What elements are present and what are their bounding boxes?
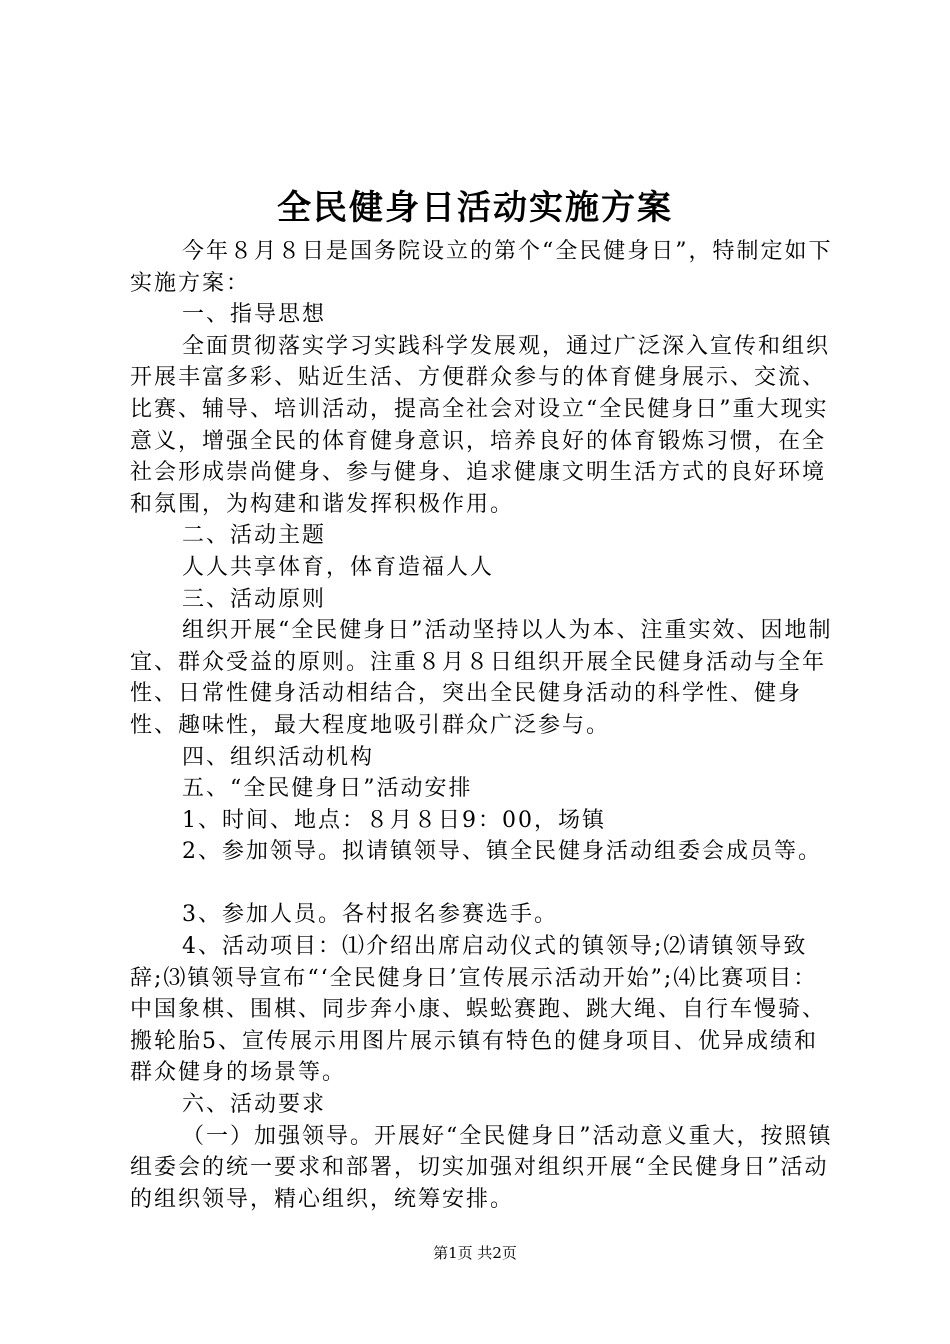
document-body	[130, 236, 835, 1215]
arrangement-item-participants: 3、参加人员。各村报名参赛选手。	[182, 902, 558, 928]
guiding-thought-paragraph: 全面贯彻落实学习实践科学发展观，通过广泛深入宣传和组织开展丰富多彩、贴近生活、方便群众参与的体育健身展示、交流、比赛、辅导、培训活动，提高全社会对设立“全民健身日”重大现实意义，增强全民的体育健身意识，培养良好的体育锻炼习惯，在全社会形成崇尚健身、参与健身、追求健康文明生活方式的良好环境和氛围，为构建和谐发挥积极作用。	[130, 333, 831, 517]
section-heading-guiding-thought: 一、指导思想	[182, 302, 327, 328]
document-title: 全民健身日活动实施方案	[277, 188, 673, 228]
arrangement-item-leaders: 2、参加领导。拟请镇领导、镇全民健身活动组委会成员等。	[182, 839, 822, 865]
section-heading-activity-principles: 三、活动原则	[182, 586, 327, 612]
activity-principles-paragraph: 组织开展“全民健身日”活动坚持以人为本、注重实效、因地制宜、群众受益的原则。注重８月８日组织开展全民健身活动与全年性、日常性健身活动相结合，突出全民健身活动的科学性、健身性、趣味性，最大程度地吸引群众广泛参与。	[130, 618, 833, 738]
section-heading-organization: 四、组织活动机构	[182, 744, 375, 770]
section-heading-requirements: 六、活动要求	[182, 1092, 327, 1118]
intro-paragraph: 今年８月８日是国务院设立的第个“全民健身日”，特制定如下实施方案：	[130, 239, 833, 296]
activity-theme-paragraph: 人人共享体育，体育造福人人	[182, 554, 495, 580]
page-footer: 第1页 共2页	[433, 1244, 517, 1262]
section-heading-arrangements: 五、“全民健身日”活动安排	[182, 776, 473, 802]
arrangement-item-events: 4、活动项目：⑴介绍出席启动仪式的镇领导;⑵请镇领导致辞;⑶镇领导宣布“‘全民健身日’宣传展示活动开始”;⑷比赛项目：中国象棋、围棋、同步奔小康、蜈蚣赛跑、跳大绳、自行车慢骑、搬轮胎5、宣传展示用图片展示镇有特色的健身项目、优异成绩和群众健身的场景等。	[130, 934, 827, 1086]
section-heading-activity-theme: 二、活动主题	[182, 523, 327, 549]
requirements-paragraph: （一）加强领导。开展好“全民健身日”活动意义重大，按照镇组委会的统一要求和部署，切实加强对组织开展“全民健身日”活动的组织领导，精心组织，统筹安排。	[130, 1123, 833, 1212]
blank-line	[130, 868, 835, 900]
arrangement-item-time-place: 1、时间、地点：８月８日9：00，场镇	[182, 807, 606, 833]
